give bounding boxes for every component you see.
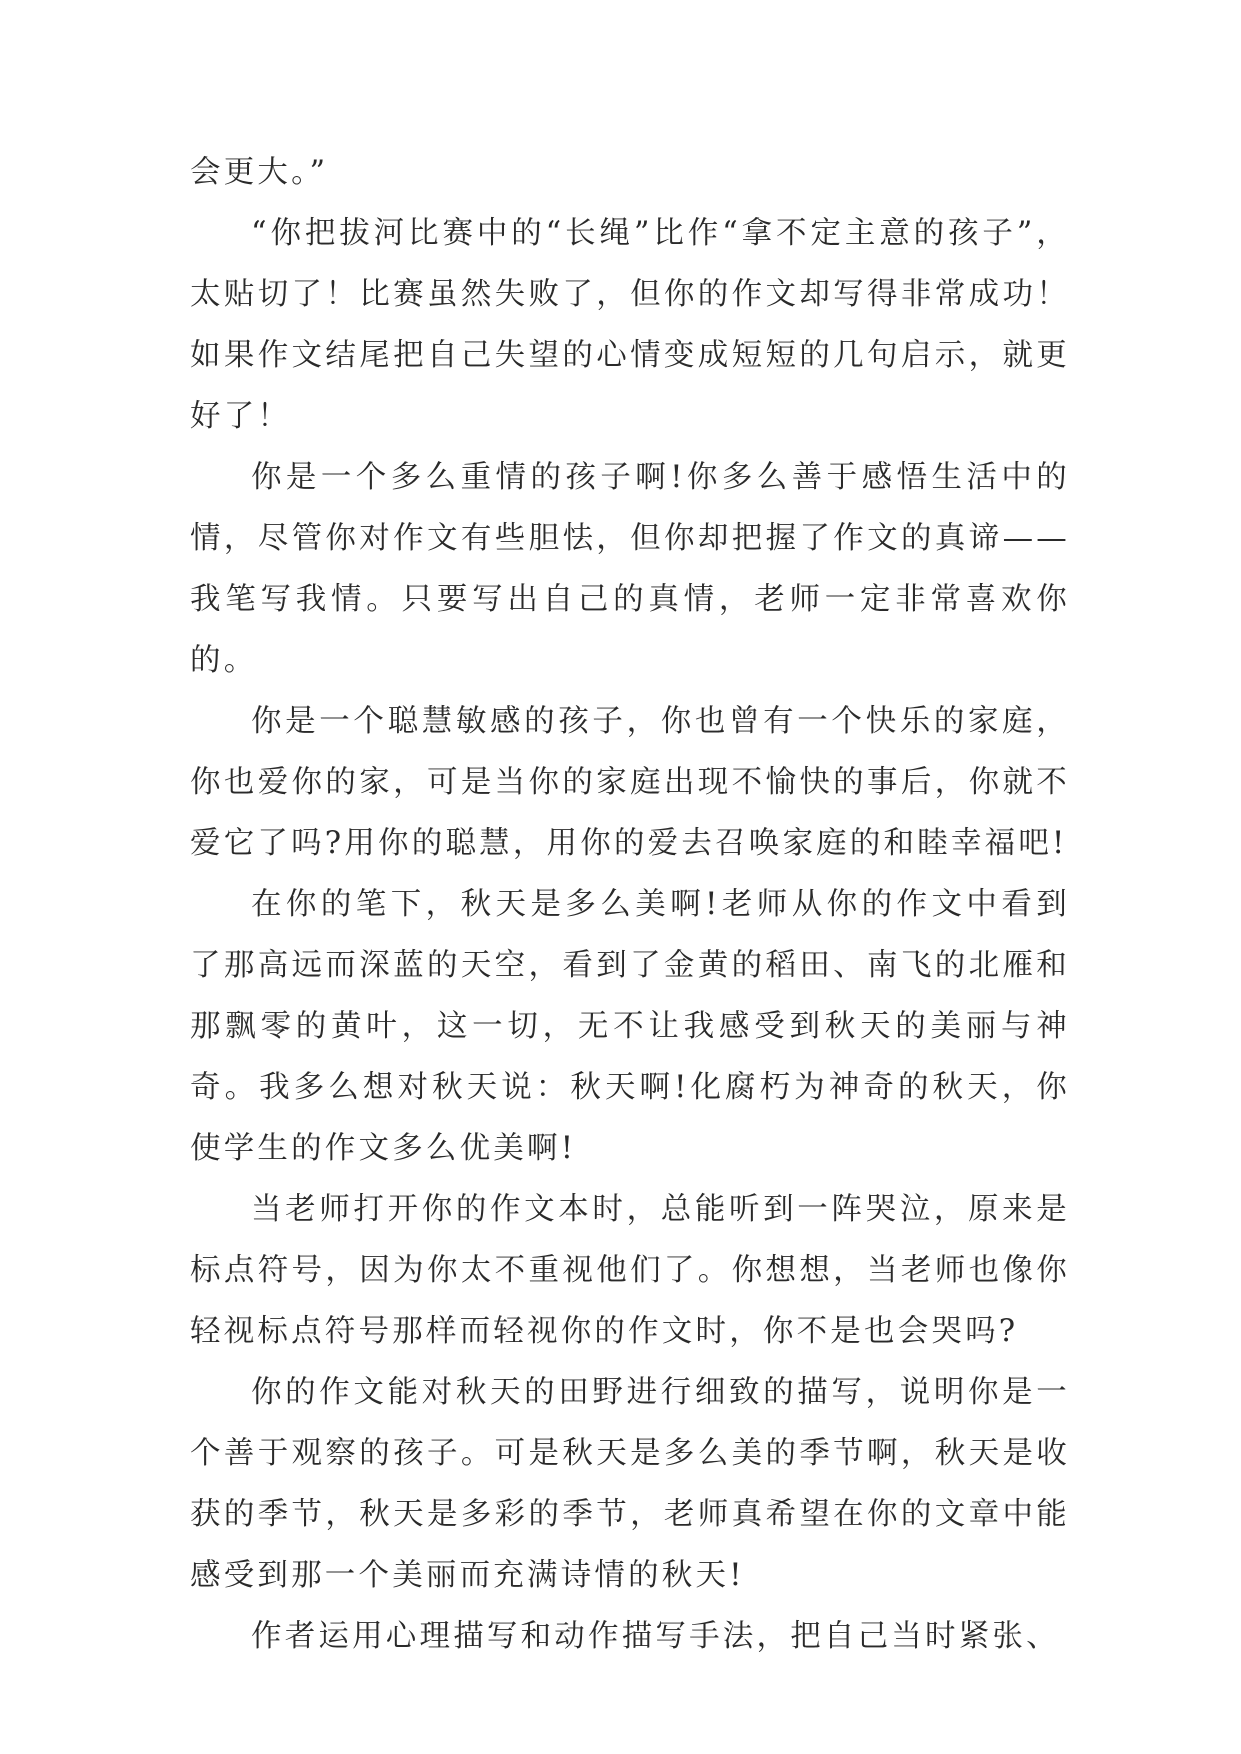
paragraph-sincere-feelings-comment: 你是一个多么重情的孩子啊!你多么善于感悟生活中的情，尽管你对作文有些胆怯，但你却把握了作文的真谛——我笔写我情。只要写出自己的真情，老师一定非常喜欢你的。 [190,460,1070,678]
paragraph-observation-comment: 你的作文能对秋天的田野进行细致的描写，说明你是一个善于观察的孩子。可是秋天是多么美的季节啊，秋天是收获的季节，秋天是多彩的季节，老师真希望在你的文章中能感受到那一个美丽而充满诗情的秋天! [190,1375,1070,1593]
paragraph-punctuation-comment: 当老师打开你的作文本时，总能听到一阵哭泣，原来是标点符号，因为你太不重视他们了。你想想，当老师也像你轻视标点符号那样而轻视你的作文时，你不是也会哭吗? [190,1192,1070,1349]
paragraph-continued: 会更大。” [190,155,329,190]
paragraph-tug-of-war-comment: “你把拔河比赛中的“长绳”比作“拿不定主意的孩子”，太贴切了！比赛虽然失败了，但你的作文却写得非常成功！如果作文结尾把自己失望的心情变成短短的几句启示，就更好了！ [190,216,1070,434]
document-body [190,142,1070,1667]
paragraph-writing-technique-comment: 作者运用心理描写和动作描写手法，把自己当时紧张、 [251,1619,1060,1654]
paragraph-autumn-beauty-comment: 在你的笔下，秋天是多么美啊!老师从你的作文中看到了那高远而深蓝的天空，看到了金黄的稻田、南飞的北雁和那飘零的黄叶，这一切，无不让我感受到秋天的美丽与神奇。我多么想对秋天说：秋天啊!化腐朽为神奇的秋天，你使学生的作文多么优美啊! [190,887,1070,1166]
paragraph-family-comment: 你是一个聪慧敏感的孩子，你也曾有一个快乐的家庭，你也爱你的家，可是当你的家庭出现不愉快的事后，你就不爱它了吗?用你的聪慧，用你的爱去召唤家庭的和睦幸福吧! [190,704,1070,861]
